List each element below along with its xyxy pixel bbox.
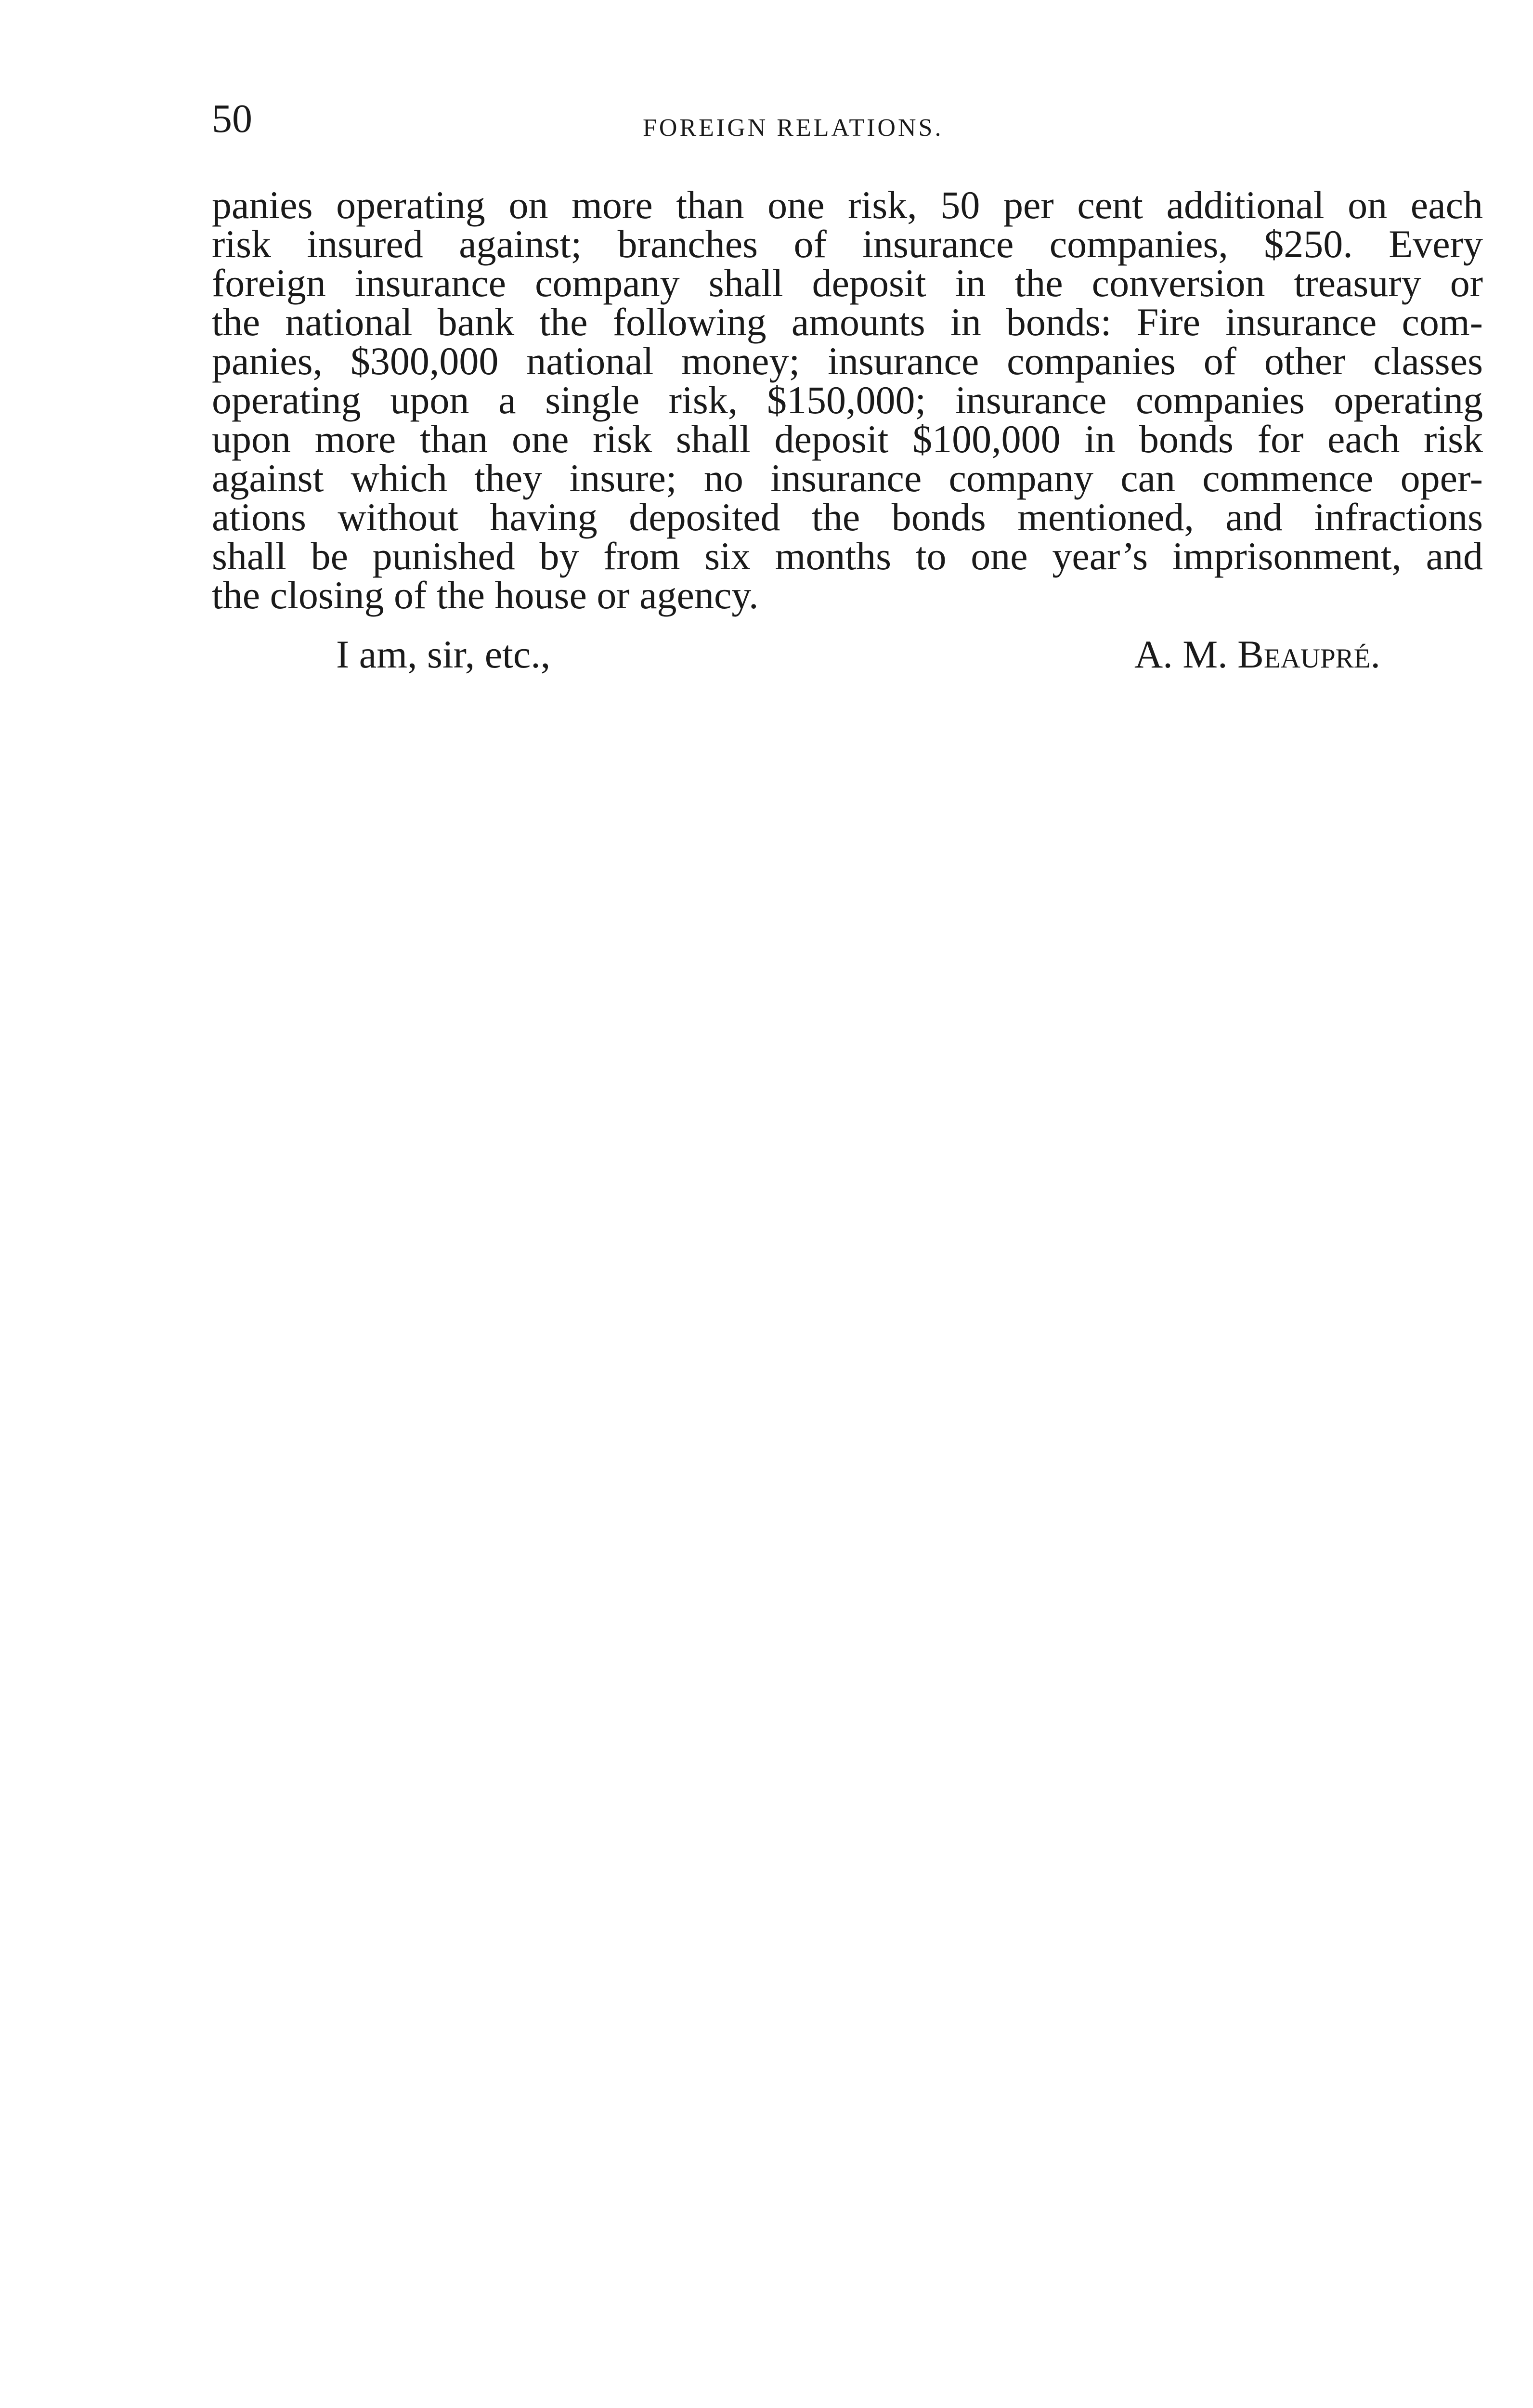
text-line: against which they insure; no insurance company can commence oper- [212, 456, 1483, 500]
signature: A. M. Beaupré. [1134, 632, 1381, 676]
text-line: the closing of the house or agency. [212, 573, 759, 617]
text-line: risk insured against; branches of insurance companies, $250. Every [212, 222, 1483, 266]
closing-salutation: I am, sir, etc., [336, 632, 551, 676]
text-line: foreign insurance company shall deposit in the conversion treasury or [212, 261, 1483, 305]
running-title: FOREIGN RELATIONS. [643, 114, 944, 142]
text-line: the national bank the following amounts in bonds: Fire insurance com- [212, 300, 1483, 344]
text-line: panies, $300,000 national money; insurance companies of other classes [212, 339, 1483, 383]
text-line: upon more than one risk shall deposit $100,000 in bonds for each risk [212, 417, 1483, 461]
page-number: 50 [212, 96, 252, 141]
text-line: shall be punished by from six months to one year’s imprisonment, and [212, 534, 1483, 578]
text-line: ations without having deposited the bonds mentioned, and infractions [212, 495, 1483, 539]
text-line: panies operating on more than one risk, 50 per cent additional on each [212, 183, 1483, 227]
text-line: operating upon a single risk, $150,000; insurance companies operating [212, 378, 1483, 422]
body-paragraph [212, 185, 1483, 615]
